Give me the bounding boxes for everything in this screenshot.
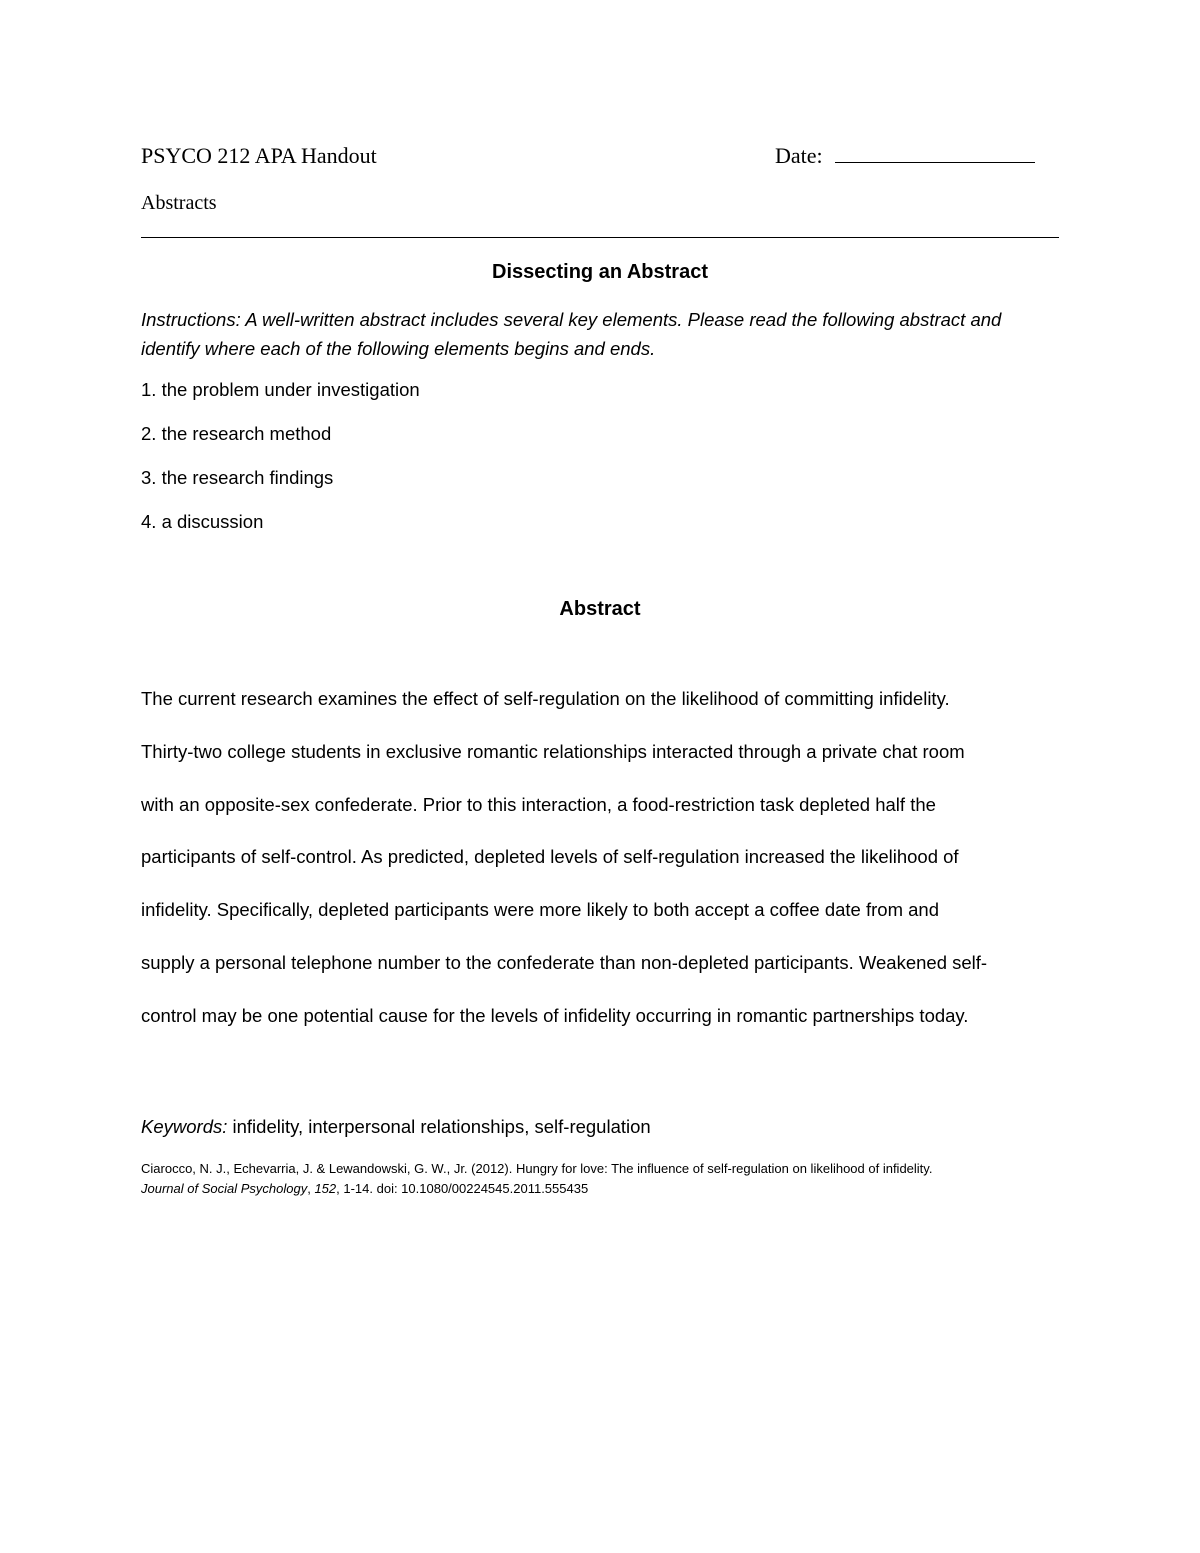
list-item: 1. the problem under investigation bbox=[141, 379, 420, 400]
abstract-line: Thirty-two college students in exclusive romantic relationships interacted through a private chat room bbox=[141, 740, 965, 762]
list-item: 3. the research findings bbox=[141, 467, 334, 488]
citation-rest: , 1-14. doi: 10.1080/00224545.2011.555435 bbox=[336, 1181, 589, 1196]
handout-title: PSYCO 212 APA Handout bbox=[141, 143, 377, 168]
citation-line1: Ciarocco, N. J., Echevarria, J. & Lewandowski, G. W., Jr. (2012). Hungry for love: The influence of self-regulation on likelihood of infidelity. bbox=[141, 1161, 933, 1176]
keywords-line bbox=[141, 1116, 651, 1138]
citation bbox=[141, 1159, 1059, 1199]
citation-journal: Journal of Social Psychology bbox=[141, 1181, 308, 1196]
elements-list bbox=[141, 377, 420, 553]
handout-subtitle: Abstracts bbox=[141, 192, 217, 214]
abstract-line: The current research examines the effect of self-regulation on the likelihood of committing infidelity. bbox=[141, 688, 950, 709]
abstract-line: control may be one potential cause for the levels of infidelity occurring in romantic partnerships today. bbox=[141, 1004, 969, 1026]
date-blank-line bbox=[835, 144, 1035, 163]
abstract-line: supply a personal telephone number to the confederate than non-depleted participants. Weakened self- bbox=[141, 951, 988, 973]
citation-sep: , bbox=[307, 1181, 315, 1196]
date-field bbox=[775, 143, 1035, 169]
abstract-line: infidelity. Specifically, depleted participants were more likely to both accept a coffee date from and bbox=[141, 899, 939, 921]
date-label: Date: bbox=[775, 143, 823, 168]
abstract-heading: Abstract bbox=[559, 598, 641, 620]
keywords-label: Keywords: bbox=[141, 1116, 228, 1137]
header-divider bbox=[141, 237, 1059, 238]
keywords-text: infidelity, interpersonal relationships, self-regulation bbox=[227, 1116, 651, 1137]
abstract-body bbox=[141, 686, 1059, 1056]
dissect-heading: Dissecting an Abstract bbox=[492, 261, 708, 283]
instructions-text: Instructions: A well-written abstract includes several key elements. Please read the following abstract and identify where each of the following elements begins and ends. bbox=[141, 309, 1002, 359]
abstract-line: with an opposite-sex confederate. Prior to this interaction, a food-restriction task depleted half the bbox=[141, 793, 936, 815]
list-item: 4. a discussion bbox=[141, 511, 264, 532]
abstract-line: participants of self-control. As predicted, depleted levels of self-regulation increased the likelihood of bbox=[141, 846, 959, 868]
list-item: 2. the research method bbox=[141, 423, 332, 444]
citation-volume: 152 bbox=[314, 1181, 337, 1196]
